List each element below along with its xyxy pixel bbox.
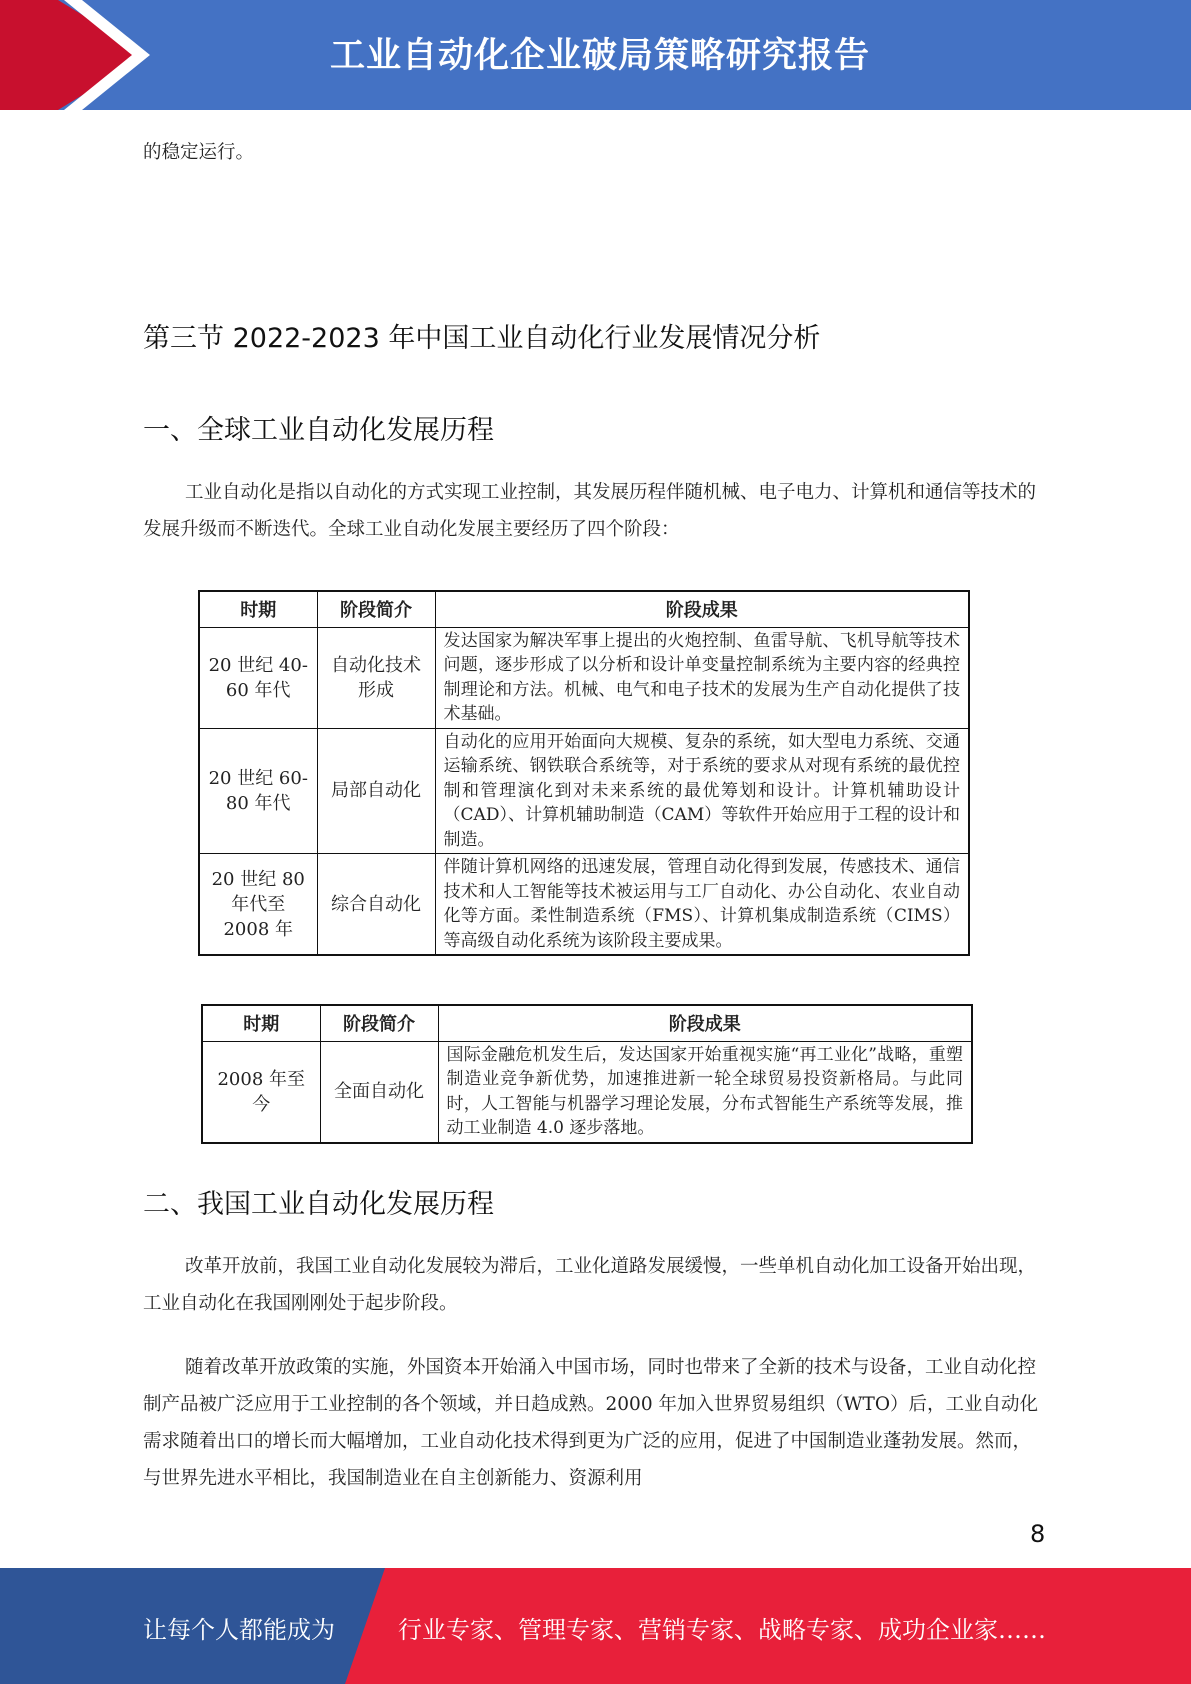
footer-slogan-right: 行业专家、管理专家、营销专家、战略专家、成功企业家…… (398, 1616, 1046, 1644)
page-number: 8 (1030, 1520, 1046, 1548)
brief-cell: 综合自动化 (317, 854, 435, 956)
table-header-row (202, 1005, 972, 1041)
column-header-result: 阶段成果 (435, 591, 969, 627)
result-cell: 发达国家为解决军事上提出的火炮控制、鱼雷导航、飞机导航等技术问题，逐步形成了以分析和设计单变量控制系统为主要内容的经典控制理论和方法。机械、电气和电子技术的发展为生产自动化提供了技术基础。 (435, 627, 969, 728)
stage-table-1 (198, 590, 970, 956)
footer-slogan-left: 让每个人都能成为 (143, 1616, 335, 1644)
result-cell: 自动化的应用开始面向大规模、复杂的系统，如大型电力系统、交通运输系统、钢铁联合系统等，对于系统的要求从对现有系统的最优控制和管理演化到对未来系统的最优筹划和设计。计算机辅助设计（CAD）、计算机辅助制造（CAM）等软件开始应用于工程的设计和制造。 (435, 728, 969, 854)
period-cell: 20 世纪 60-80 年代 (199, 728, 317, 854)
report-title: 工业自动化企业破局策略研究报告 (330, 36, 871, 76)
column-header-result: 阶段成果 (438, 1005, 972, 1041)
table-header-row (199, 591, 969, 627)
table-row (199, 627, 969, 728)
column-header-brief: 阶段简介 (317, 591, 435, 627)
column-header-period: 时期 (202, 1005, 320, 1041)
table-row (199, 854, 969, 956)
china-paragraph-1: 改革开放前，我国工业自动化发展较为滞后，工业化道路发展缓慢，一些单机自动化加工设备开始出现，工业自动化在我国刚刚处于起步阶段。 (143, 1256, 1037, 1314)
stage-table-2 (201, 1004, 973, 1144)
period-cell: 20 世纪 80 年代至 2008 年 (199, 854, 317, 956)
table-row (199, 728, 969, 854)
china-paragraph-2: 随着改革开放政策的实施，外国资本开始涌入中国市场，同时也带来了全新的技术与设备，工业自动化控制产品被广泛应用于工业控制的各个领域，并日趋成熟。2000 年加入世界贸易组织（WTO）后，工业自动化需求随着出口的增长而大幅增加，工业自动化技术得到更为广泛的应用，促进了中国制造业蓬勃发展。然而，与世界先进水平相比，我国制造业在自主创新能力、资源利用 (143, 1357, 1038, 1489)
footer-banner (0, 1568, 1191, 1684)
subsection-title-china: 二、我国工业自动化发展历程 (143, 1189, 494, 1220)
brief-cell: 自动化技术形成 (317, 627, 435, 728)
period-cell: 2008 年至今 (202, 1041, 320, 1143)
section-title: 第三节 2022-2023 年中国工业自动化行业发展情况分析 (143, 323, 821, 354)
brief-cell: 局部自动化 (317, 728, 435, 854)
subsection-title-global: 一、全球工业自动化发展历程 (143, 415, 494, 446)
table-row (202, 1041, 972, 1143)
header-banner (0, 0, 1191, 110)
continuation-text: 的稳定运行。 (143, 142, 255, 163)
result-cell: 伴随计算机网络的迅速发展，管理自动化得到发展，传感技术、通信技术和人工智能等技术被运用与工厂自动化、办公自动化、农业自动化等方面。柔性制造系统（FMS）、计算机集成制造系统（CIMS）等高级自动化系统为该阶段主要成果。 (435, 854, 969, 956)
period-cell: 20 世纪 40-60 年代 (199, 627, 317, 728)
result-cell: 国际金融危机发生后，发达国家开始重视实施“再工业化”战略，重塑制造业竞争新优势，加速推进新一轮全球贸易投资新格局。与此同时，人工智能与机器学习理论发展，分布式智能生产系统等发展，推动工业制造 4.0 逐步落地。 (438, 1041, 972, 1143)
column-header-brief: 阶段简介 (320, 1005, 438, 1041)
global-intro-paragraph: 工业自动化是指以自动化的方式实现工业控制，其发展历程伴随机械、电子电力、计算机和通信等技术的发展升级而不断迭代。全球工业自动化发展主要经历了四个阶段： (143, 482, 1037, 540)
brief-cell: 全面自动化 (320, 1041, 438, 1143)
column-header-period: 时期 (199, 591, 317, 627)
